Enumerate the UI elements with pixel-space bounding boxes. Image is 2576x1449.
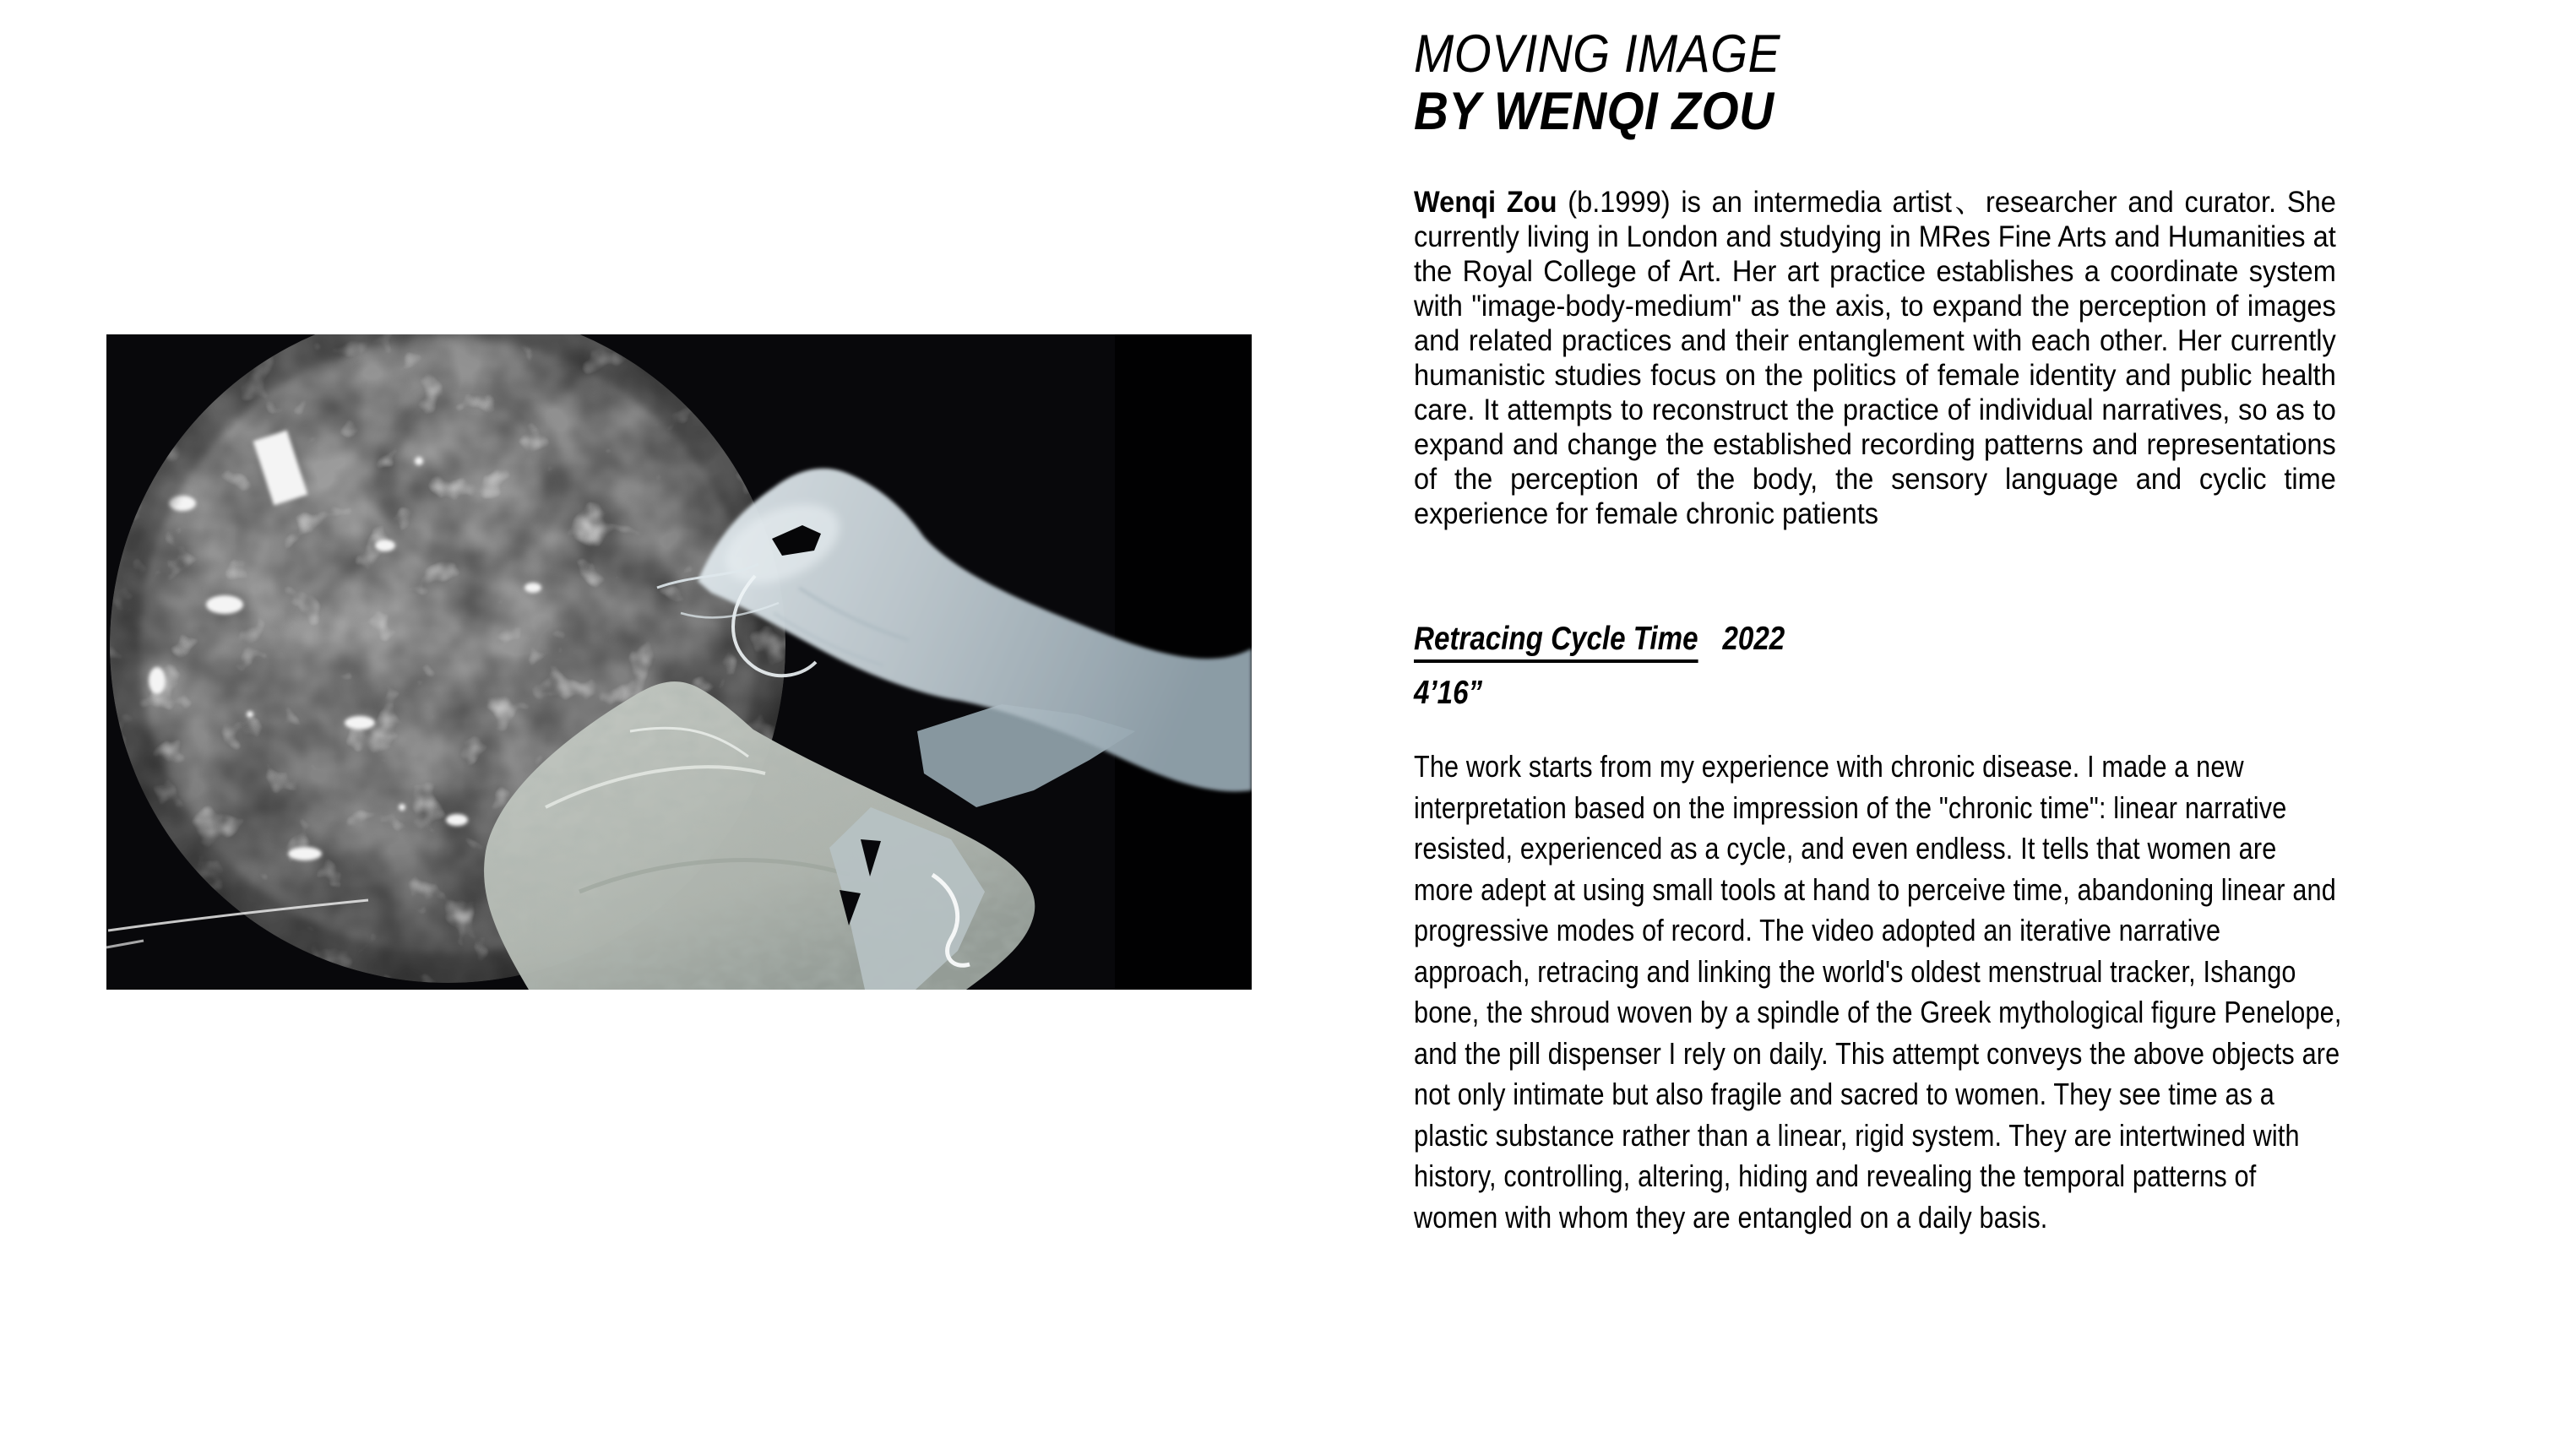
work-heading: [1414, 621, 2132, 712]
work-title: Retracing Cycle Time: [1414, 621, 1698, 663]
page-title-line2: BY WENQI ZOU: [1414, 82, 1774, 141]
work-duration: 4’16”: [1414, 675, 1483, 711]
artist-bio-text: (b.1999) is an intermedia artist、researcher and curator. She currently living in London and studying in MRes Fine Arts and Humanities at the Royal College of Art. Her art practice establishes a coordinate system with "image-body-medium" as the axis, to expand the perception of images and related practices and their entanglement with each other. Her currently humanistic studies focus on the politics of female identity and public health care. It attempts to reconstruct the practice of individual narratives, so as to expand and change the established recording patterns and representations of the perception of the body, the sensory language and cyclic time experience for female chronic patients: [1414, 186, 2336, 530]
work-title-row: [1414, 621, 2132, 663]
video-still: [106, 334, 1252, 990]
page-title: [1414, 25, 2098, 140]
work-description: The work starts from my experience with chronic disease. I made a new interpretation based on the impression of the "chronic time": linear narrative resisted, experienced as a cycle, and even endless. It tells that women are more adept at using small tools at hand to perceive time, abandoning linear and progressive modes of record. The video adopted an iterative narrative approach, retracing and linking the world's oldest menstrual tracker, Ishango bone, the shroud woven by a spindle of the Greek mythological figure Penelope, and the pill dispenser I rely on daily. This attempt conveys the above objects are not only intimate but also fragile and sacred to women. They see time as a plastic substance rather than a linear, rigid system. They are intertwined with history, controlling, altering, hiding and revealing the temporal patterns of women with whom they are entangled on a daily basis.: [1414, 749, 2342, 1235]
artist-name: Wenqi Zou: [1414, 186, 1557, 219]
page-title-line1: MOVING IMAGE: [1414, 24, 1780, 84]
video-still-art: [106, 334, 1252, 990]
work-year: 2022: [1722, 621, 1785, 657]
artist-bio: [1414, 185, 2336, 531]
